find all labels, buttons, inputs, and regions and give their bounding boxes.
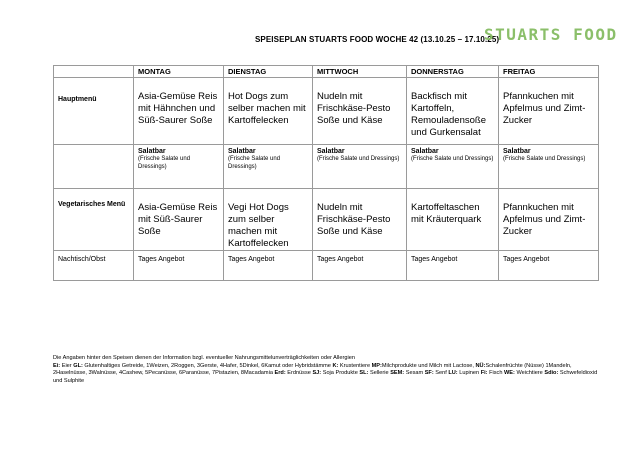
allergen-code: K: bbox=[332, 362, 339, 369]
dessert-cell: Tages Angebot bbox=[313, 251, 407, 281]
allergen-text: Schwefeldioxid und Sulphite bbox=[53, 370, 598, 384]
dish-cell: Asia-Gemüse Reis mit Hähnchen und Süß-Saurer Soße bbox=[134, 78, 224, 145]
day-header: MONTAG bbox=[134, 66, 224, 78]
day-header: DONNERSTAG bbox=[407, 66, 499, 78]
table-row bbox=[54, 145, 599, 189]
row-label-nachtisch: Nachtisch/Obst bbox=[54, 251, 134, 281]
salatbar-cell bbox=[134, 145, 224, 189]
salatbar-label: Salatbar bbox=[228, 148, 256, 155]
stuarts-food-logo: STUARTS FOOD bbox=[484, 25, 618, 44]
allergen-code: SEM: bbox=[390, 370, 405, 377]
dish-cell: Asia-Gemüse Reis mit Süß-Saurer Soße bbox=[134, 189, 224, 251]
dessert-cell: Tages Angebot bbox=[499, 251, 599, 281]
salatbar-cell bbox=[313, 145, 407, 189]
allergen-text: Schalenfrüchte (Nüsse) 1Mandeln, 2Haselnüsse, 3Walnüsse, 4Cashew, 5Pecanüsse, 6Paranüsse, 7Pistazien, 8Macadamia bbox=[53, 362, 572, 377]
day-header: FREITAG bbox=[499, 66, 599, 78]
allergen-code: GL: bbox=[73, 362, 83, 369]
allergen-code: SJ: bbox=[312, 370, 322, 377]
salatbar-label: Salatbar bbox=[411, 148, 439, 155]
allergen-text: Glutenhaltiges Getreide, 1Weizen, 2Roggen, 3Gerste, 4Hafer, 5Dinkel, 6Kamut oder Hybridstämme bbox=[82, 362, 333, 369]
row-label-vegetarisch: Vegetarisches Menü bbox=[54, 189, 134, 251]
allergen-code: Ei: bbox=[53, 362, 61, 369]
salatbar-desc: (Frische Salate und Dressings) bbox=[228, 156, 281, 170]
salatbar-label: Salatbar bbox=[138, 148, 166, 155]
allergen-code: SF: bbox=[424, 370, 434, 377]
dish-cell: Backfisch mit Kartoffeln, Remouladensoße und Gurkensalat bbox=[407, 78, 499, 145]
day-header: DIENSTAG bbox=[224, 66, 313, 78]
allergen-text: Senf bbox=[433, 370, 449, 377]
salatbar-desc: (Frische Salate und Dressings) bbox=[411, 156, 494, 162]
allergen-text: Milchprodukte und Milch mit Lactose, bbox=[381, 362, 476, 369]
table-row bbox=[54, 78, 599, 145]
table-row bbox=[54, 251, 599, 281]
dessert-cell: Tages Angebot bbox=[224, 251, 313, 281]
allergen-text: Erdnüsse bbox=[285, 370, 313, 377]
corner-cell bbox=[54, 66, 134, 78]
allergen-code: SL: bbox=[359, 370, 369, 377]
dish-cell: Hot Dogs zum selber machen mit Kartoffelecken bbox=[224, 78, 313, 145]
allergen-code: LU: bbox=[448, 370, 458, 377]
day-header: MITTWOCH bbox=[313, 66, 407, 78]
allergen-text: Lupinen bbox=[457, 370, 481, 377]
dessert-cell: Tages Angebot bbox=[407, 251, 499, 281]
salatbar-label: Salatbar bbox=[503, 148, 531, 155]
salatbar-desc: (Frische Salate und Dressings) bbox=[138, 156, 191, 170]
salatbar-cell bbox=[224, 145, 313, 189]
dish-cell: Kartoffeltaschen mit Kräuterquark bbox=[407, 189, 499, 251]
allergen-text: Eier bbox=[60, 362, 74, 369]
allergen-text: Soja Produkte bbox=[321, 370, 360, 377]
allergen-code: Erd: bbox=[274, 370, 286, 377]
salatbar-desc: (Frische Salate und Dressings) bbox=[317, 156, 400, 162]
salatbar-cell bbox=[499, 145, 599, 189]
allergen-text: Sesam bbox=[404, 370, 425, 377]
dish-cell: Nudeln mit Frischkäse-Pesto Soße und Käse bbox=[313, 189, 407, 251]
allergen-text: Weichtiere bbox=[514, 370, 545, 377]
allergen-code: Sdio: bbox=[544, 370, 559, 377]
allergen-text: Krustentiere bbox=[338, 362, 372, 369]
dish-cell: Vegi Hot Dogs zum selber machen mit Kartoffelecken bbox=[224, 189, 313, 251]
allergen-text: Sellerie bbox=[368, 370, 391, 377]
allergen-code: NÜ: bbox=[475, 362, 486, 369]
allergen-code: Fi: bbox=[480, 370, 488, 377]
dish-cell: Pfannkuchen mit Apfelmus und Zimt-Zucker bbox=[499, 78, 599, 145]
allergen-list bbox=[53, 363, 601, 386]
table-row bbox=[54, 189, 599, 251]
page-title: SPEISEPLAN STUARTS FOOD WOCHE 42 (13.10.25 – 17.10.25) bbox=[255, 35, 500, 44]
dish-cell: Pfannkuchen mit Apfelmus und Zimt-Zucker bbox=[499, 189, 599, 251]
allergen-code: MP: bbox=[371, 362, 382, 369]
salatbar-cell bbox=[407, 145, 499, 189]
allergen-code: WE: bbox=[504, 370, 515, 377]
row-label-hauptmenu: Hauptmenü bbox=[54, 78, 134, 145]
dish-cell: Nudeln mit Frischkäse-Pesto Soße und Käse bbox=[313, 78, 407, 145]
allergen-intro: Die Angaben hinter den Speisen dienen der Information bzgl. eventueller Nahrungsmittelunverträglichkeiten oder Allergien bbox=[53, 355, 355, 361]
salatbar-desc: (Frische Salate und Dressings) bbox=[503, 156, 586, 162]
salatbar-label: Salatbar bbox=[317, 148, 345, 155]
empty-cell bbox=[54, 145, 134, 189]
allergen-footnote bbox=[53, 355, 601, 385]
allergen-text: Fisch bbox=[487, 370, 505, 377]
menu-table bbox=[53, 65, 599, 281]
table-header-row bbox=[54, 66, 599, 78]
dessert-cell: Tages Angebot bbox=[134, 251, 224, 281]
